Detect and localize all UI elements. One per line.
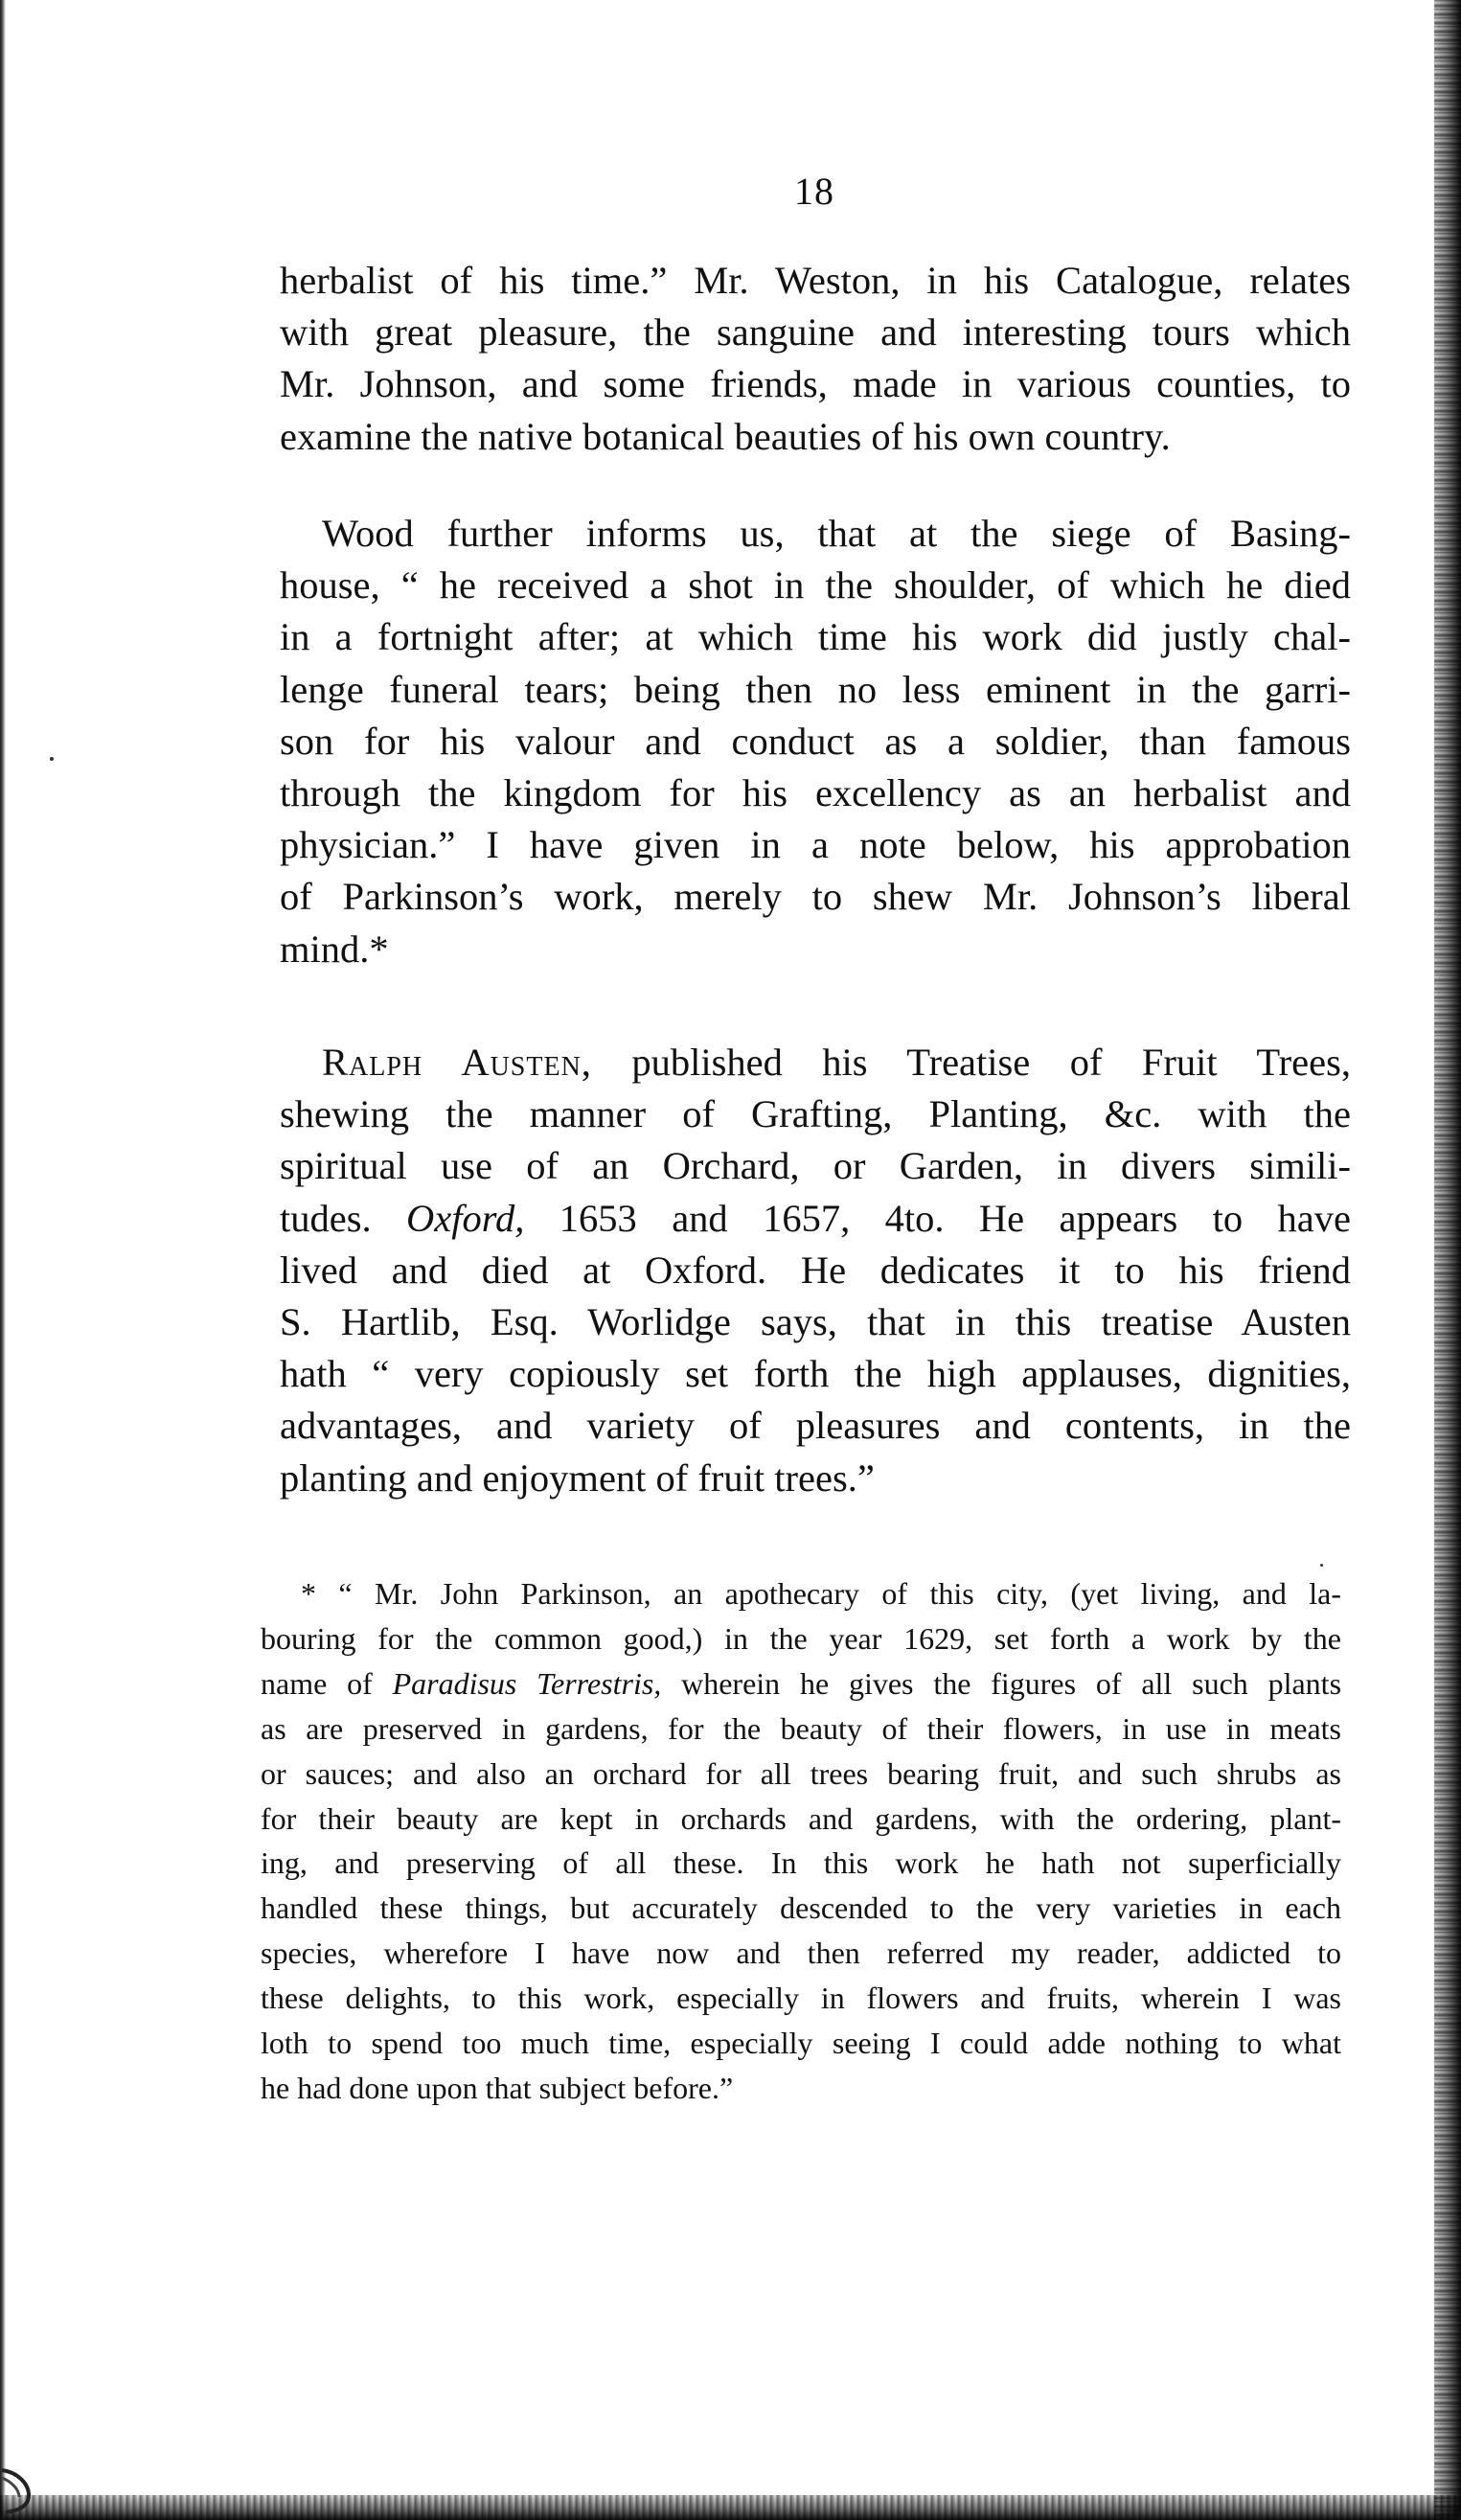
text-line: Wood further informs us, that at the siege of Basing- [322,512,1351,555]
text-line: examine the native botanical beauties of his own country. [280,414,1171,458]
place-name: Oxford, [406,1196,525,1240]
text-line [280,1037,1351,1088]
text-line: through the kingdom for his excellency as an herbalist and [280,771,1351,815]
footnote-line: loth to spend too much time, especially seeing I could adde nothing to what [261,2026,1341,2061]
stray-mark-right [1320,1564,1323,1567]
scan-bottom-edge [0,2495,1461,2520]
book-title: Paradisus Terrestris, [392,1665,662,1701]
text-run: name of [261,1665,393,1701]
text-run: published his Treatise of Fruit Trees, [591,1041,1351,1084]
footnote-line [261,1661,1341,1707]
footnote-line: or sauces; and also an orchard for all trees bearing fruit, and such shrubs as [261,1755,1341,1791]
text-line [280,1193,1351,1245]
paragraph-3 [280,1037,1351,1504]
text-line: shewing the manner of Grafting, Planting, &c. with the [280,1092,1351,1136]
footnote-line: * “ Mr. John Parkinson, an apothecary of this city, (yet living, and la- [301,1576,1341,1611]
text-line: planting and enjoyment of fruit trees.” [280,1455,875,1500]
paragraph-1 [280,255,1351,463]
footnote-line: for their beauty are kept in orchards and gardens, with the ordering, plant- [261,1800,1341,1836]
text-line: spiritual use of an Orchard, or Garden, in divers simili- [280,1144,1351,1188]
stray-mark-left [50,757,54,761]
text-run: tudes. [280,1196,407,1240]
scan-right-edge [1434,0,1461,2520]
text-line: Mr. Johnson, and some friends, made in various counties, to [280,362,1351,406]
text-run: 1653 and 1657, 4to. He appears to have [524,1196,1351,1240]
text-line: mind.* [280,927,389,971]
page-corner-curl-icon [0,2457,57,2514]
text-line: of Parkinson’s work, merely to shew Mr. Johnson’s liberal [280,875,1351,919]
author-name: Ralph Austen, [322,1041,592,1084]
footnote-line: bouring for the common good,) in the year 1629, set forth a work by the [261,1620,1341,1656]
page-number: 18 [794,170,834,213]
paragraph-2 [280,508,1351,975]
footnote-line: he had done upon that subject before.” [261,2070,734,2105]
footnote-line: species, wherefore I have now and then referred my reader, addicted to [261,1936,1341,1971]
text-line: lenge funeral tears; being then no less eminent in the garri- [280,667,1351,711]
text-run: wherein he gives the figures of all such plants [661,1665,1342,1701]
text-line: house, “ he received a shot in the shoulder, of which he died [280,563,1351,607]
text-line: lived and died at Oxford. He dedicates it to his friend [280,1248,1351,1292]
text-line: advantages, and variety of pleasures and contents, in the [280,1404,1351,1448]
text-line: son for his valour and conduct as a soldier, than famous [280,719,1351,763]
footnote-line: ing, and preserving of all these. In this work he hath not superficially [261,1845,1341,1881]
footnote [261,1571,1341,2111]
text-line: herbalist of his time.” Mr. Weston, in his Catalogue, relates [280,259,1351,302]
text-line: physician.” I have given in a note below, his approbation [280,823,1351,867]
text-line: in a fortnight after; at which time his work did justly chal- [280,615,1351,659]
text-line: with great pleasure, the sanguine and interesting tours which [280,310,1351,355]
text-line: S. Hartlib, Esq. Worlidge says, that in this treatise Austen [280,1300,1351,1344]
footnote-line: handled these things, but accurately descended to the very varieties in each [261,1890,1341,1926]
footnote-line: as are preserved in gardens, for the beauty of their flowers, in use in meats [261,1710,1341,1746]
footnote-line: these delights, to this work, especially in flowers and fruits, wherein I was [261,1981,1341,2016]
text-line: hath “ very copiously set forth the high applauses, dignities, [280,1352,1351,1396]
scan-left-edge [0,0,6,2520]
